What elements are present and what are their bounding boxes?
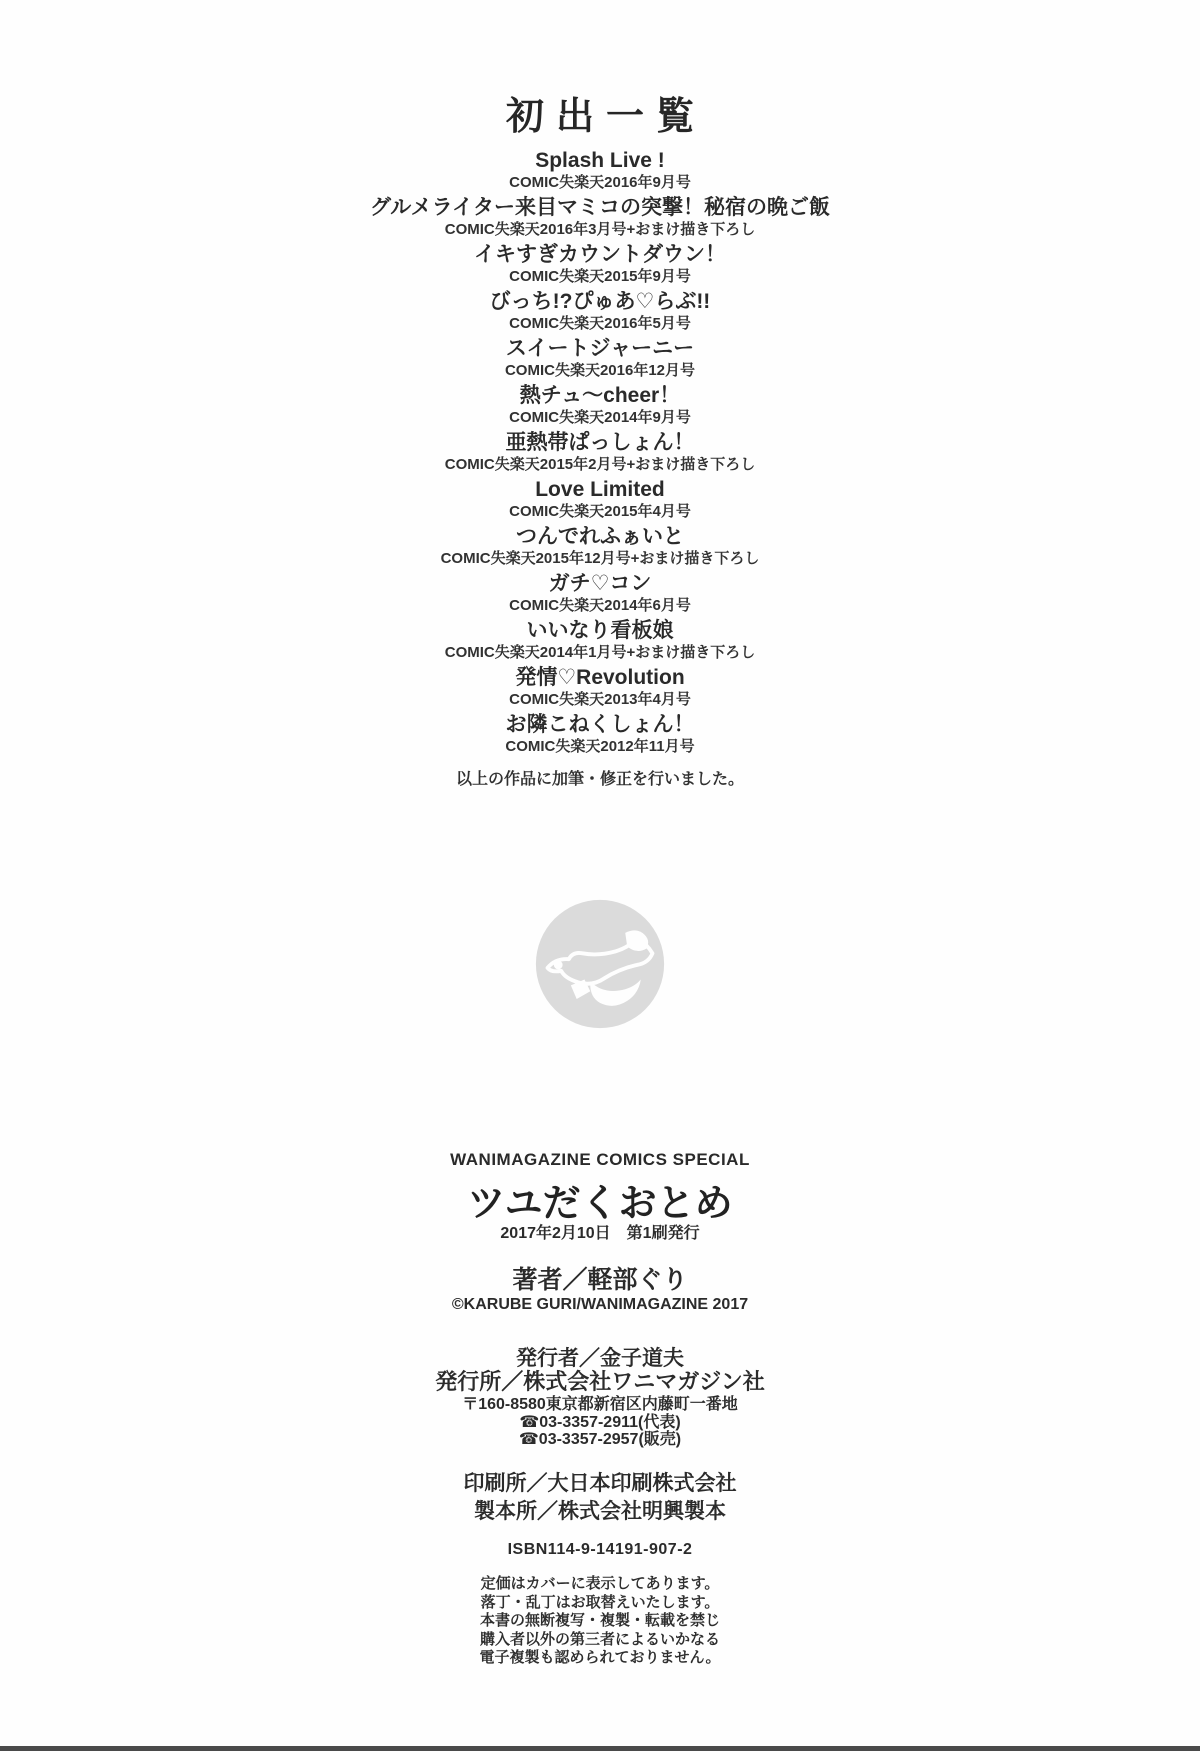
phone-main: ☎03-3357-2911(代表) xyxy=(519,1414,681,1431)
publisher-person-line: 発行者／金子道夫 xyxy=(516,1347,684,1370)
list-item xyxy=(0,289,1200,333)
author-line: 著者／軽部ぐり xyxy=(512,1266,688,1294)
work-source: COMIC失楽天2013年4月号 xyxy=(509,691,691,708)
notice-line: 購入者以外の第三者によるいかなる xyxy=(479,1630,720,1648)
list-item xyxy=(0,336,1200,380)
notice-line: 本書の無断複写・複製・転載を禁じ xyxy=(479,1612,720,1629)
work-source: COMIC失楽天2015年9月号 xyxy=(509,268,691,285)
work-title: Love Limited xyxy=(535,478,665,501)
work-source: COMIC失楽天2016年3月号+おまけ描き下ろし xyxy=(444,221,756,238)
publisher-line: 発行所／株式会社ワニマガジン社 xyxy=(435,1369,765,1394)
work-title: お隣こねくしょん！ xyxy=(505,713,695,736)
first-publication-list xyxy=(0,148,1200,759)
printer-line: 印刷所／大日本印刷株式会社 xyxy=(463,1472,737,1495)
work-title: イキすぎカウントダウン！ xyxy=(474,243,726,266)
notice-line: 電子複製も認められておりません。 xyxy=(479,1649,721,1666)
isbn-line: ISBN114-9-14191-907-2 xyxy=(507,1541,693,1558)
imprint-label: WANIMAGAZINE COMICS SPECIAL xyxy=(450,1150,750,1169)
list-item xyxy=(0,618,1200,662)
notice-line: 定価はカバーに表示してあります。 xyxy=(480,1575,720,1592)
work-title: 発情♡Revolution xyxy=(515,666,685,689)
work-source: COMIC失楽天2016年12月号 xyxy=(504,362,696,379)
work-source: COMIC失楽天2014年6月号 xyxy=(509,597,691,614)
work-source: COMIC失楽天2016年9月号 xyxy=(509,174,691,191)
list-item xyxy=(0,712,1200,756)
notice-line: 落丁・乱丁はお取替えいたします。 xyxy=(480,1593,720,1611)
legal-notices xyxy=(0,1575,1200,1668)
work-title: 熱チュ～cheer！ xyxy=(519,384,681,407)
work-source: COMIC失楽天2016年5月号 xyxy=(509,315,691,332)
list-item xyxy=(0,477,1200,521)
work-source: COMIC失楽天2014年1月号+おまけ描き下ろし xyxy=(444,644,756,661)
list-item xyxy=(0,148,1200,192)
work-title: スイートジャーニー xyxy=(505,337,695,360)
work-source: COMIC失楽天2012年11月号 xyxy=(505,738,695,755)
copyright-line: ©KARUBE GURI/WANIMAGAZINE 2017 xyxy=(451,1296,749,1313)
work-title: グルメライター来目マミコの突撃！秘宿の晩ご飯 xyxy=(369,196,831,219)
page-title: 初出一覧 xyxy=(505,96,706,138)
scan-edge-bar xyxy=(0,1746,1200,1751)
list-item xyxy=(0,383,1200,427)
work-source: COMIC失楽天2015年4月号 xyxy=(509,503,691,520)
list-item xyxy=(0,195,1200,239)
list-item xyxy=(0,665,1200,709)
list-item xyxy=(0,242,1200,286)
work-title: 亜熱帯ぱっしょん！ xyxy=(505,431,695,454)
work-title: いいなり看板娘 xyxy=(526,619,674,642)
publisher-address: 〒160-8580東京都新宿区内藤町一番地 xyxy=(462,1396,738,1413)
print-date: 2017年2月10日 第1刷発行 xyxy=(500,1225,700,1242)
work-title: Splash Live ! xyxy=(535,149,665,172)
list-item xyxy=(0,430,1200,474)
list-item xyxy=(0,524,1200,568)
work-source: COMIC失楽天2015年12月号+おまけ描き下ろし xyxy=(440,550,760,567)
work-title: つんでれふぁいと xyxy=(516,525,684,548)
book-title: ツユだくおとめ xyxy=(467,1183,733,1225)
work-title: ガチ♡コン xyxy=(548,572,652,595)
wanimagazine-crocodile-logo-icon xyxy=(532,896,668,1032)
revision-note: 以上の作品に加筆・修正を行いました。 xyxy=(455,771,744,788)
work-title: びっち!?ぴゅあ♡らぶ!! xyxy=(489,290,711,313)
list-item xyxy=(0,571,1200,615)
work-source: COMIC失楽天2015年2月号+おまけ描き下ろし xyxy=(444,456,756,473)
binder-line: 製本所／株式会社明興製本 xyxy=(474,1500,726,1523)
work-source: COMIC失楽天2014年9月号 xyxy=(509,409,691,426)
phone-sales: ☎03-3357-2957(販売) xyxy=(518,1431,682,1448)
